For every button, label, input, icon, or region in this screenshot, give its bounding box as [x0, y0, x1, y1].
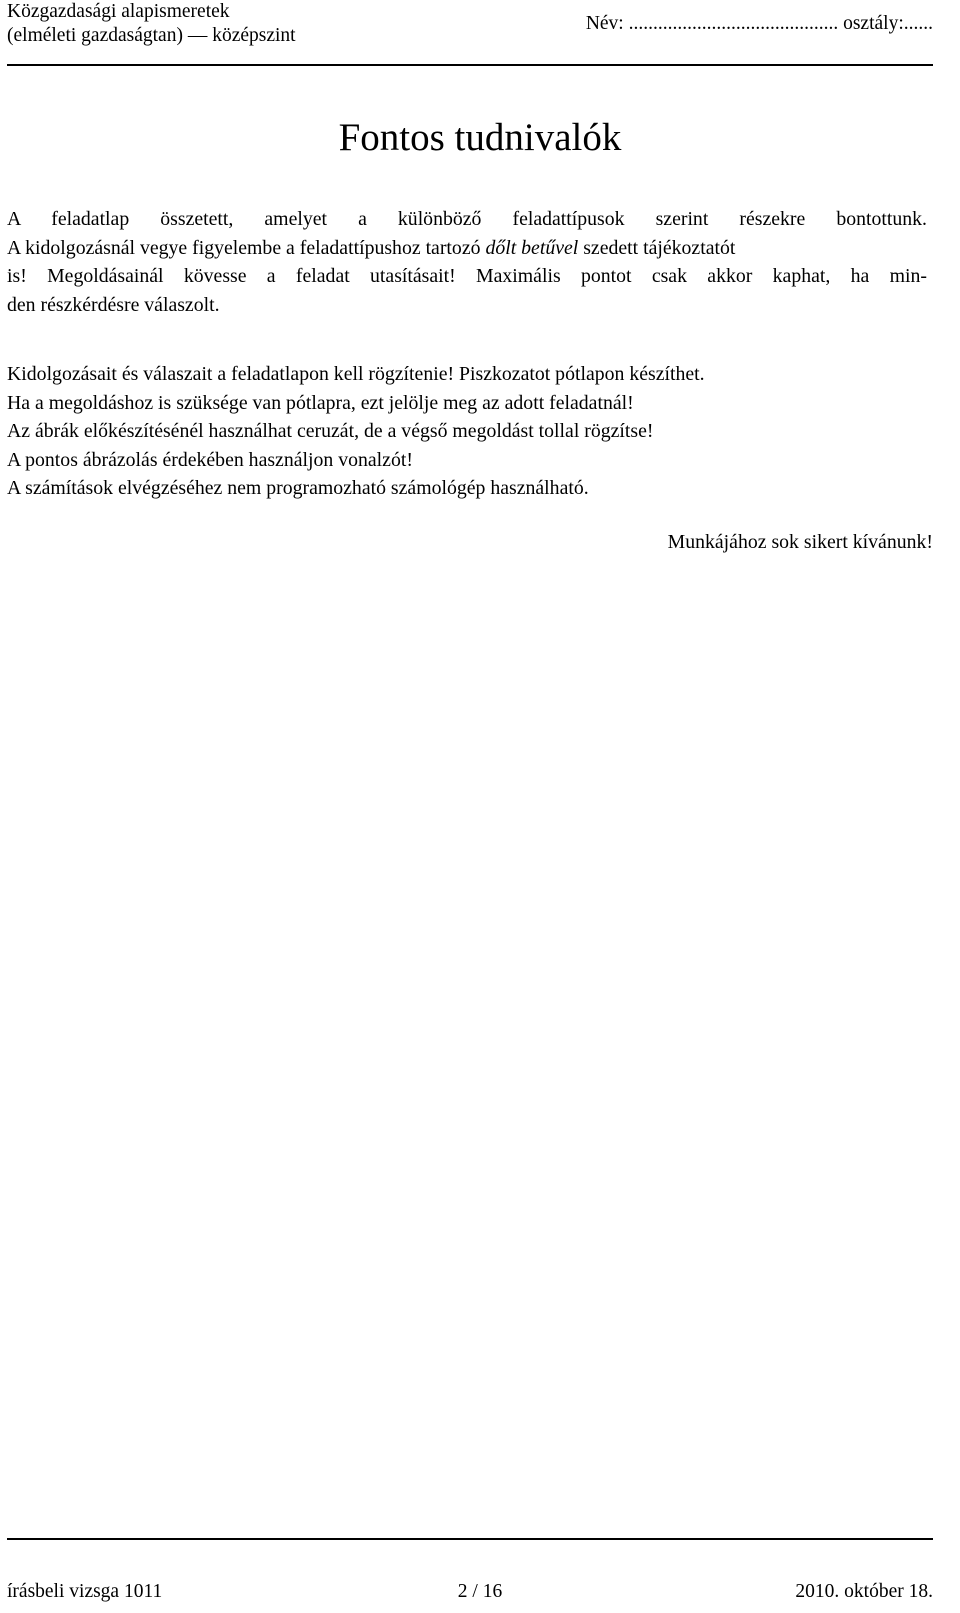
p1-line-2-before: A kidolgozásnál vegye figyelembe a feladattípushoz tartozó — [7, 236, 486, 259]
p2-line-2: Ha a megoldáshoz is szüksége van pótlapra, ezt jelölje meg az adott feladatnál! — [7, 391, 634, 414]
p2-line-4: A pontos ábrázolás érdekében használjon vonalzót! — [7, 448, 413, 471]
p1-line-3: is! Megoldásainál kövesse a feladat utasításait! Maximális pontot csak akkor kaphat, ha min- — [7, 265, 927, 287]
p1-line-2-after: szedett tájékoztatót — [578, 236, 736, 259]
p2-line-5: A számítások elvégzéséhez nem programozható számológép használható. — [7, 477, 589, 499]
p1-line-2-italic: dőlt betűvel — [485, 236, 579, 259]
footer-divider — [7, 1538, 933, 1540]
p2-line-3: Az ábrák előkészítésénél használhat ceruzát, de a végső megoldást tollal rögzítse! — [7, 420, 654, 442]
header-divider — [7, 64, 933, 66]
p1-line-1: A feladatlap összetett, amelyet a különböző feladattípusok szerint részekre bontottunk. — [7, 208, 927, 230]
p2-line-1: Kidolgozásait és válaszait a feladatlapon kell rögzítenie! Piszkozatot pótlapon készíthet. — [7, 363, 705, 385]
p1-line-2 — [7, 234, 927, 263]
footer-page-number: 2 / 16 — [457, 1581, 503, 1602]
header-subject-line2: (elméleti gazdaságtan) — középszint — [7, 25, 296, 46]
header-subject-line1: Közgazdasági alapismeretek — [7, 1, 230, 22]
header-name-field: Név: ........................................... osztály:...... — [585, 13, 933, 34]
instructions-paragraph-1 — [7, 205, 927, 319]
p1-line-4: den részkérdésre válaszolt. — [7, 293, 220, 316]
instructions-paragraph-2 — [7, 360, 927, 503]
footer-date: 2010. október 18. — [795, 1581, 933, 1602]
closing-wish: Munkájához sok sikert kívánunk! — [667, 531, 933, 553]
page-title: Fontos tudnivalók — [338, 116, 622, 159]
footer-exam-code: írásbeli vizsga 1011 — [7, 1581, 163, 1602]
header-subject — [7, 0, 296, 48]
